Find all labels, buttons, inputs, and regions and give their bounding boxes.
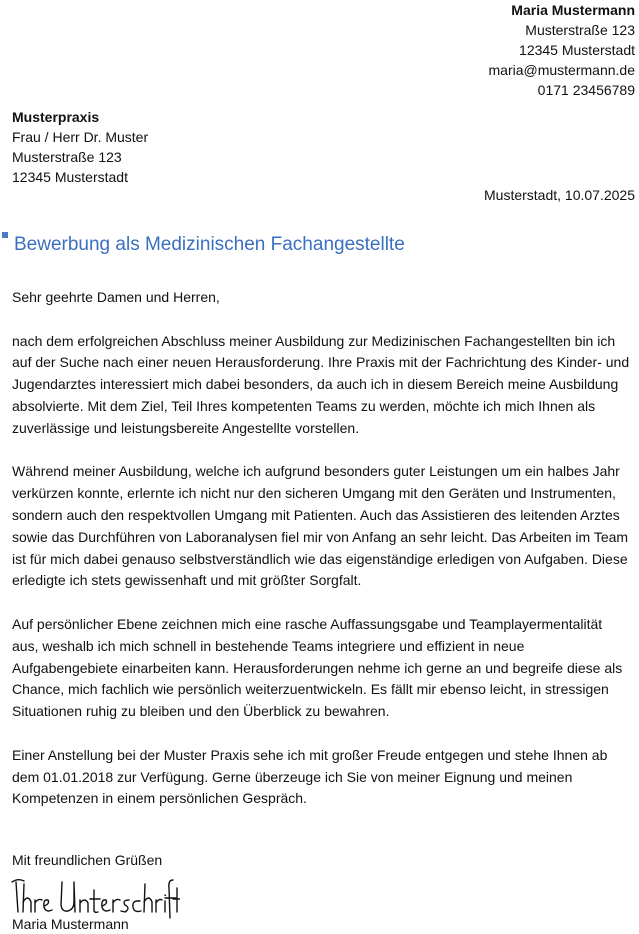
closing-phrase: Mit freundlichen Grüßen <box>12 852 163 868</box>
sender-name: Maria Mustermann <box>511 2 635 18</box>
letter-subject: Bewerbung als Medizinischen Fachangestellte <box>14 234 405 255</box>
letter-body <box>12 287 632 832</box>
sender-city: 12345 Musterstadt <box>519 42 635 58</box>
sender-address <box>489 0 636 100</box>
recipient-address <box>12 107 148 187</box>
recipient-street: Musterstraße 123 <box>12 149 122 165</box>
paragraph-4: Einer Anstellung bei der Muster Praxis sehe ich mit großer Freude entgegen und stehe Ihnen ab dem 01.01.2018 zur Verfügung. Gerne überzeuge ich Sie von meiner Eignung und meinen Kompetenzen in einem persönlichen Gespräch. <box>12 746 608 807</box>
letter-date: Musterstadt, 10.07.2025 <box>484 187 635 203</box>
paragraph-2: Während meiner Ausbildung, welche ich aufgrund besonders guter Leistungen um ein halbes Jahr verkürzen konnte, erlernte ich nicht nur den sicheren Umgang mit den Geräten und Instrumenten, sondern auch den respektvollen Umgang mit Patienten. Auch das Assistieren des leitenden Arztes sowie das Durchführen von Laboranalysen fiel mir von Anfang an sehr leicht. Das Arbeiten im Team ist für mich dabei genauso selbstverständlich wie das eigenständige erledigen von Aufgaben. Diese erledigte ich stets gewissenhaft und mit größter Sorgfalt. <box>12 463 629 589</box>
handwritten-signature <box>10 872 180 920</box>
paragraph-1: nach dem erfolgreichen Abschluss meiner Ausbildung zur Medizinischen Fachangestellten bin ich auf der Suche nach einer neuen Herausforderung. Ihre Praxis mit der Fachrichtung des Kinder- und Jugendarztes interessiert mich dabei besonders, da auch ich in diesem Bereich meine Ausbildung absolvierte. Mit dem Ziel, Teil Ihres kompetenten Teams zu werden, möchte ich mich Ihnen als zuverlässige und leistungsbereite Angestellte vorstellen. <box>12 332 630 436</box>
heading-marker <box>2 232 8 238</box>
sender-email: maria@mustermann.de <box>488 62 635 78</box>
sender-phone: 0171 23456789 <box>537 82 635 98</box>
recipient-company: Musterpraxis <box>12 109 100 125</box>
signer-name: Maria Mustermann <box>12 916 129 932</box>
sender-street: Musterstraße 123 <box>525 22 635 38</box>
paragraph-3: Auf persönlicher Ebene zeichnen mich eine rasche Auffassungsgabe und Teamplayermentalität aus, weshalb ich mich schnell in bestehende Teams integriere und effizient in neue Aufgabengebiete einarbeiten kann. Herausforderungen nehme ich gerne an und begreife diese als Chance, mich fachlich wie persönlich weiterzuentwickeln. Es fällt mir ebenso leicht, in stressigen Situationen ruhig zu bleiben und den Überblick zu bewahren. <box>12 615 623 720</box>
recipient-city: 12345 Musterstadt <box>12 169 128 185</box>
recipient-contact: Frau / Herr Dr. Muster <box>12 129 149 145</box>
salutation: Sehr geehrte Damen und Herren, <box>12 289 220 305</box>
